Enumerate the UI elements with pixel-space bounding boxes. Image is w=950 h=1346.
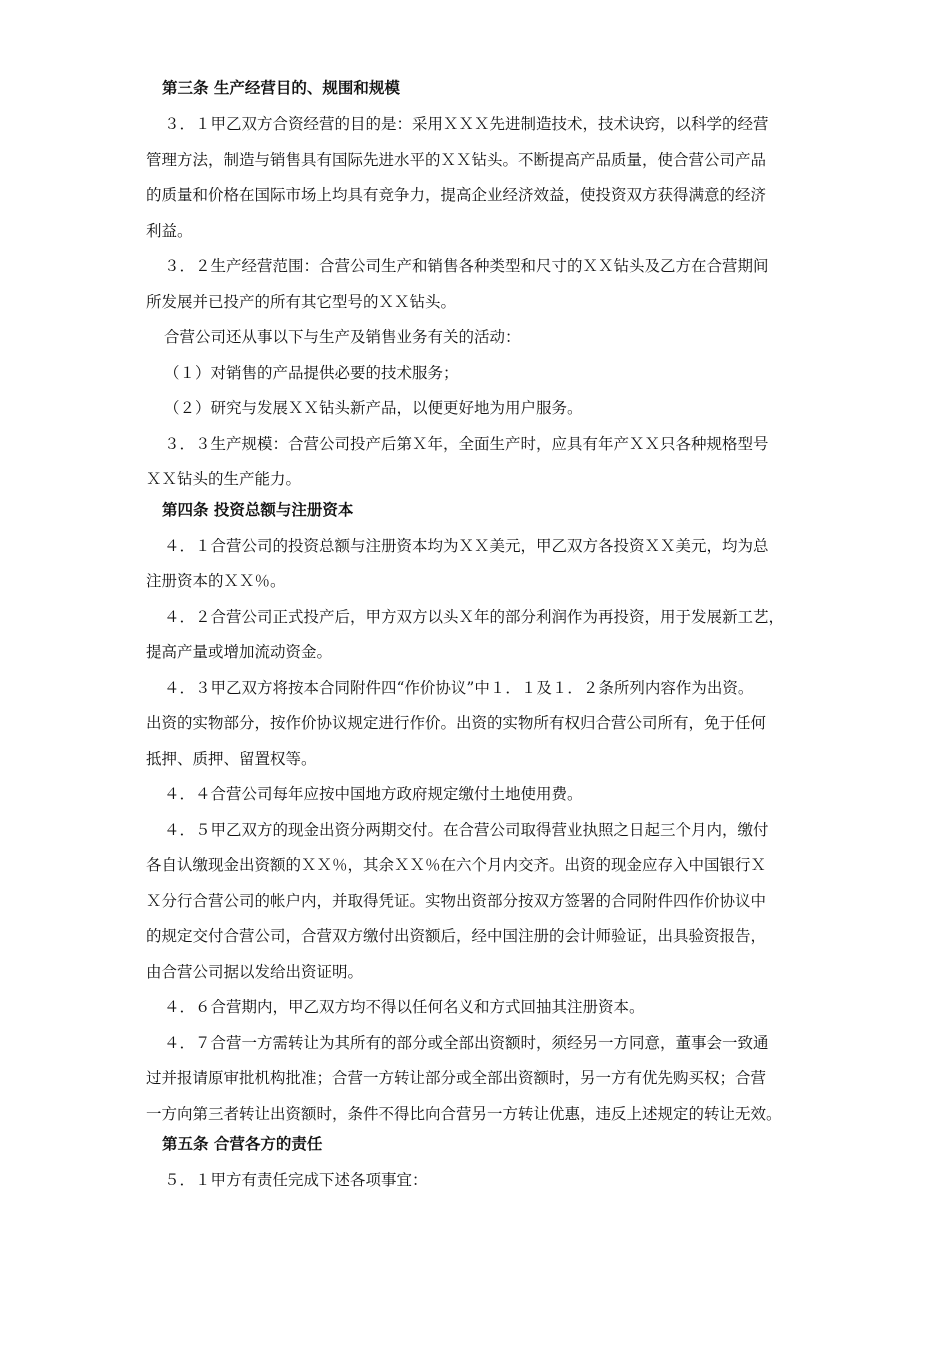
paragraph-line: 的规定交付合营公司，合营双方缴付出资额后，经中国注册的会计师验证，出具验资报告， [146,927,767,945]
paragraph [146,813,818,991]
paragraph-line: ３．２生产经营范围：合营公司生产和销售各种类型和尺寸的ＸＸ钻头及乙方在合营期间 [164,257,769,275]
paragraph [146,990,818,1026]
paragraph [146,1026,818,1133]
paragraph-line: ４．２合营公司正式投产后，甲方双方以头Ｘ年的部分利润作为再投资，用于发展新工艺， [164,607,785,626]
paragraph-line: 由合营公司据以发给出资证明。 [146,962,364,981]
paragraph-line: ４．４合营公司每年应按中国地方政府规定缴付土地使用费。 [164,785,583,803]
paragraph-line: Ｘ分行合营公司的帐户内，并取得凭证。实物出资部分按双方签署的合同附件四作价协议中 [146,891,767,910]
paragraph-line: ４．７合营一方需转让为其所有的部分或全部出资额时，须经另一方同意，董事会一致通 [164,1033,769,1052]
paragraph [146,107,818,249]
section-heading: 第五条 合营各方的责任 [162,1135,323,1153]
paragraph-line: 提高产量或增加流动资金。 [146,643,333,661]
paragraph [146,427,818,498]
paragraph-line: ４．５甲乙双方的现金出资分两期交付。在合营公司取得营业执照之日起三个月内，缴付 [164,820,769,839]
paragraph [146,391,818,427]
paragraph [146,1163,818,1199]
paragraph-line: ４．１合营公司的投资总额与注册资本均为ＸＸ美元，甲乙双方各投资ＸＸ美元，均为总 [164,536,769,555]
paragraph [146,320,818,356]
paragraph [146,671,818,778]
section-heading: 第三条 生产经营目的、规围和规模 [162,79,400,97]
paragraph-line: ４．６合营期内，甲乙双方均不得以任何名义和方式回抽其注册资本。 [164,998,645,1016]
paragraph [146,600,818,671]
paragraph-line: （２）研究与发展ＸＸ钻头新产品，以便更好地为用户服务。 [164,399,583,417]
paragraph-line: 出资的实物部分，按作价协议规定进行作价。出资的实物所有权归合营公司所有，免于任何 [146,714,767,732]
paragraph [146,249,818,320]
paragraph-line: ４．３甲乙双方将按本合同附件四“作价协议”中１．１及１．２条所列内容作为出资。 [164,678,754,697]
paragraph-line: 过并报请原审批机构批准；合营一方转让部分或全部出资额时，另一方有优先购买权；合营 [146,1069,767,1087]
section-heading: 第四条 投资总额与注册资本 [162,500,354,519]
paragraph-line: 合营公司还从事以下与生产及销售业务有关的活动： [164,328,521,346]
paragraph [146,356,818,392]
paragraph-line: ３．３生产规模：合营公司投产后第Ｘ年，全面生产时，应具有年产ＸＸ只各种规格型号 [164,434,769,453]
paragraph-line: 的质量和价格在国际市场上均具有竞争力，提高企业经济效益，使投资双方获得满意的经济 [146,186,767,204]
paragraph-line: ５．１甲方有责任完成下述各项事宜： [164,1171,428,1189]
paragraph-line: 各自认缴现金出资额的ＸＸ％，其余ＸＸ％在六个月内交齐。出资的现金应存入中国银行Ｘ [146,856,767,874]
paragraph-line: 管理方法，制造与销售具有国际先进水平的ＸＸ钻头。不断提高产品质量，使合营公司产品 [146,150,767,169]
paragraph-line: 抵押、质押、留置权等。 [146,749,317,768]
paragraph-line: 一方向第三者转让出资额时，条件不得比向合营另一方转让优惠，违反上述规定的转让无效。 [146,1104,782,1123]
paragraph-line: 注册资本的ＸＸ％。 [146,572,286,590]
paragraph [146,529,818,600]
paragraph-line: （１）对销售的产品提供必要的技术服务； [164,363,459,382]
paragraph-line: 利益。 [146,221,193,240]
paragraph-line: 所发展并已投产的所有其它型号的ＸＸ钻头。 [146,292,457,311]
paragraph [146,777,818,813]
document-body [146,76,818,1199]
paragraph-line: ＸＸ钻头的生产能力。 [146,470,302,488]
paragraph-line: ３．１甲乙双方合资经营的目的是：采用ＸＸＸ先进制造技术，技术诀窍，以科学的经营 [164,115,769,133]
